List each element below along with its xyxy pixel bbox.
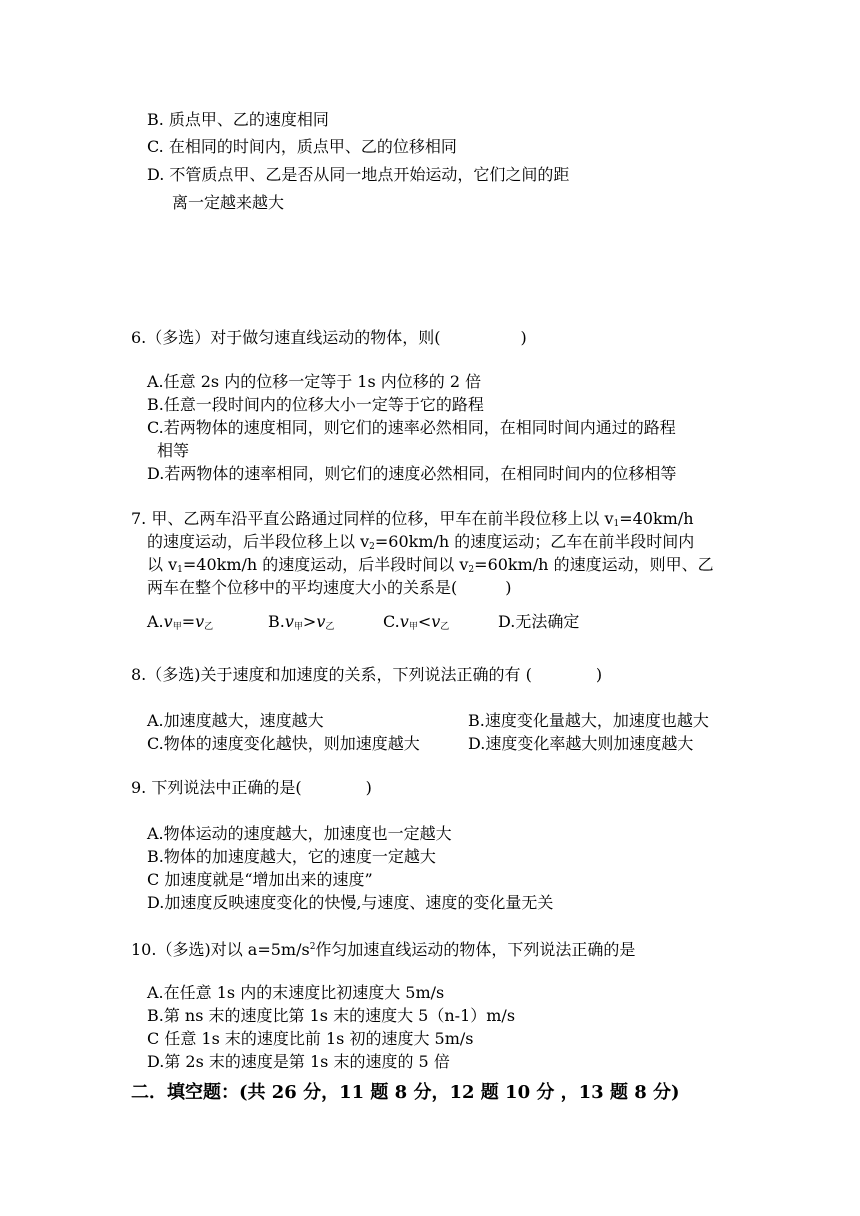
q7-line2: 的速度运动，后半段位移上以 $v_2=60km/h$ 的速度运动；乙车在前半段时间内	[147, 532, 695, 552]
q6-option-d: D.若两物体的速率相同，则它们的速度必然相同，在相同时间内的位移相等	[147, 464, 677, 483]
q7-line4: 两车在整个位移中的平均速度大小的关系是( )	[147, 578, 512, 597]
q7-option-c: $C.v_甲<v_乙$	[383, 612, 450, 632]
q10-option-a: A.在任意 1s 内的末速度比初速度大 5m/s	[147, 983, 445, 1002]
q5-option-c: C. 在相同的时间内，质点甲、乙的位移相同	[147, 137, 457, 156]
q9-option-c: C 加速度就是“增加出来的速度”	[147, 870, 373, 889]
q10-option-b: B.第 ns 末的速度比第 1s 末的速度大 5（n-1）m/s	[147, 1006, 516, 1025]
q8-option-c: C.物体的速度变化越快，则加速度越大	[147, 734, 420, 753]
q5-option-d-line2: 离一定越来越大	[172, 193, 285, 212]
q6-option-a: A.任意 2s 内的位移一定等于 1s 内位移的 2 倍	[147, 372, 482, 391]
q5-option-b: B. 质点甲、乙的速度相同	[147, 110, 329, 129]
q9-option-b: B.物体的加速度越大，它的速度一定越大	[147, 847, 436, 866]
q10-option-d: D.第 2s 末的速度是第 1s 末的速度的 5 倍	[147, 1052, 450, 1071]
q6-option-c-line1: C.若两物体的速度相同，则它们的速率必然相同，在相同时间内通过的路程	[147, 418, 676, 437]
q10-stem: 10.（多选)对以 $a=5m/s^2$作匀加速直线运动的物体，下列说法正确的是	[131, 940, 636, 959]
q5-option-d-line1: D. 不管质点甲、乙是否从同一地点开始运动，它们之间的距	[147, 165, 570, 184]
q8-option-a: A.加速度越大，速度越大	[147, 711, 324, 730]
q6-option-c-line2: 相等	[157, 441, 190, 460]
q6-option-b: B.任意一段时间内的位移大小一定等于它的路程	[147, 395, 484, 414]
q7-option-b: $B.v_甲>v_乙$	[268, 612, 335, 632]
q9-option-a: A.物体运动的速度越大，加速度也一定越大	[147, 824, 452, 843]
q9-option-d: D.加速度反映速度变化的快慢,与速度、速度的变化量无关	[147, 893, 554, 912]
q8-option-b: B.速度变化量越大，加速度也越大	[468, 711, 709, 730]
q8-option-d: D.速度变化率越大则加速度越大	[468, 734, 694, 753]
q8-stem: 8.（多选)关于速度和加速度的关系，下列说法正确的有 ( )	[131, 665, 603, 684]
q7-option-a: $A.v_甲=v_乙$	[147, 612, 214, 632]
q7-option-d: D.无法确定	[498, 612, 580, 631]
section-2-heading: 二．填空题：(共 26 分，11 题 8 分，12 题 10 分 ，13 题 8 分)	[131, 1082, 680, 1103]
q7-line3: 以 $v_1=40km/h$ 的速度运动，后半段时间以 $v_2=60km/h$ 的速度运动，则甲、乙	[147, 555, 714, 575]
q10-option-c: C 任意 1s 末的速度比前 1s 初的速度大 5m/s	[147, 1029, 474, 1048]
q7-line1: 7. 甲、乙两车沿平直公路通过同样的位移，甲车在前半段位移上以 $v_1=40km/h$	[131, 509, 694, 529]
q9-stem: 9. 下列说法中正确的是( )	[131, 778, 372, 797]
q6-stem: 6.（多选）对于做匀速直线运动的物体，则( )	[131, 328, 527, 347]
